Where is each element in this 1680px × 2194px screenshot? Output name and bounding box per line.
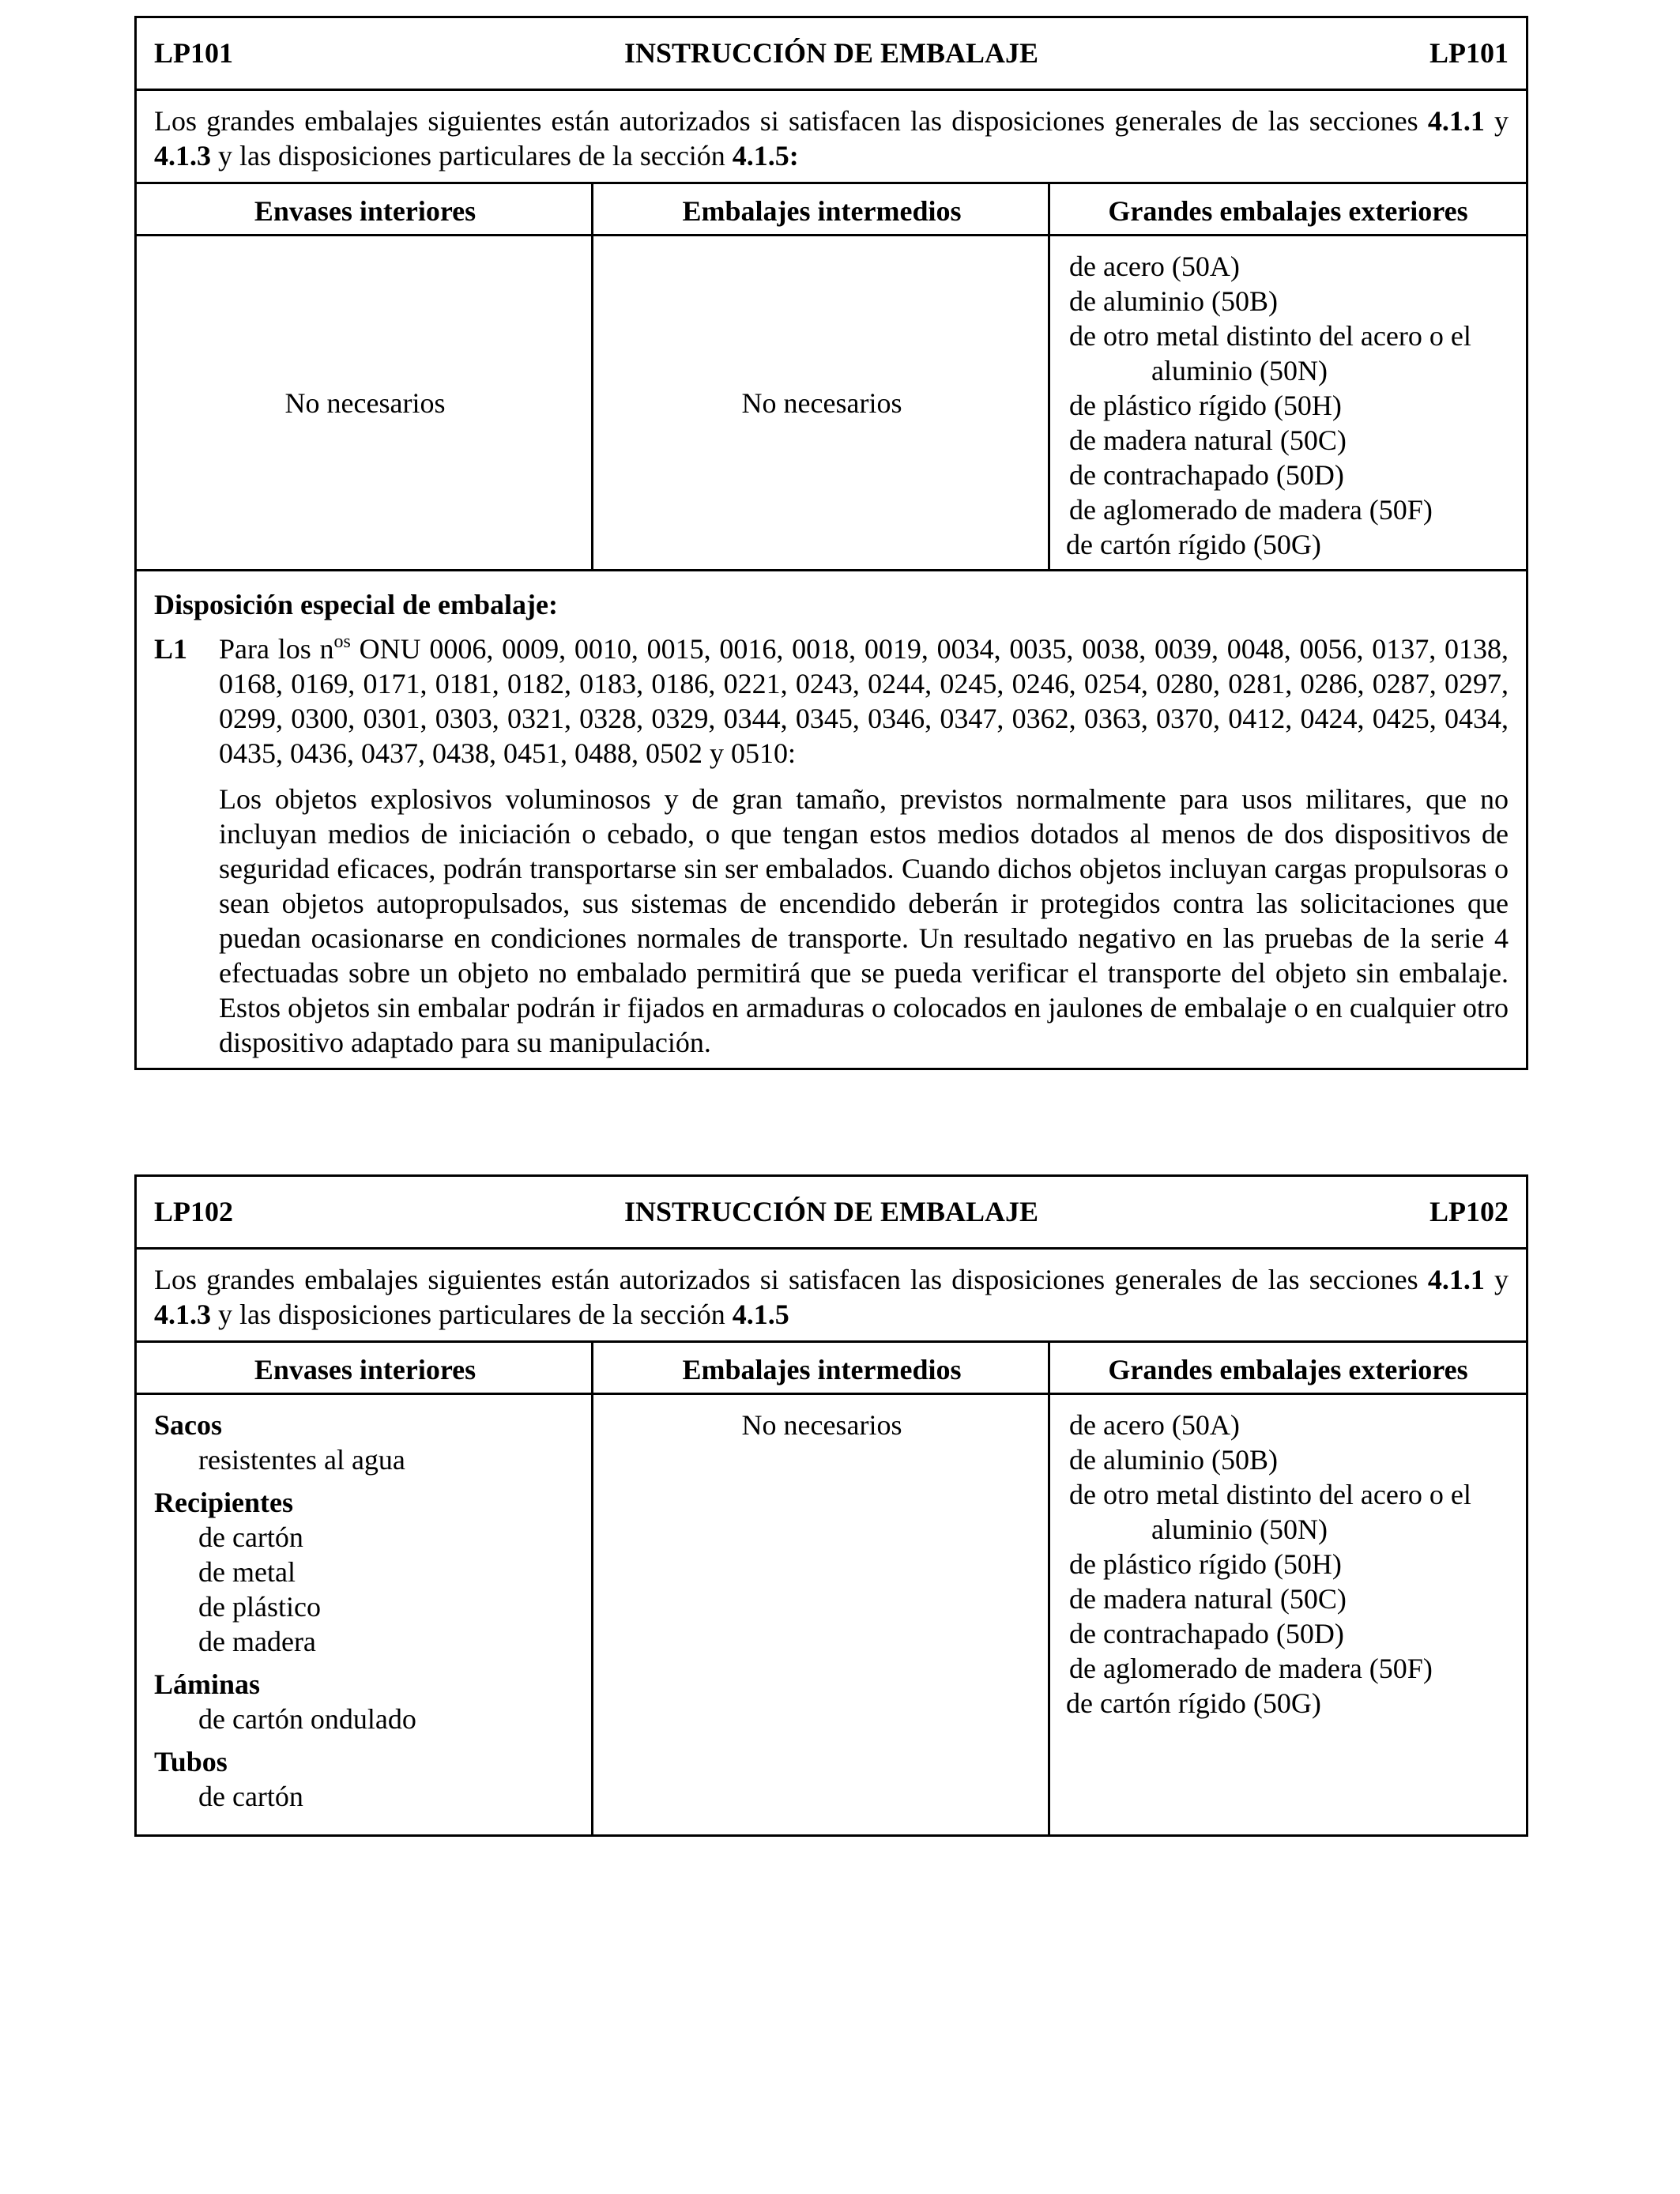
- inner-group-sacos: [154, 1408, 593, 1477]
- inner-packaging-cell: [137, 1395, 593, 1834]
- inner-group-item: de cartón: [198, 1781, 303, 1812]
- packaging-row: [137, 234, 1526, 569]
- outer-item: de aglomerado de madera (50F): [1069, 494, 1433, 526]
- outer-packaging-cell: [1050, 1395, 1526, 1834]
- column-divider: [591, 236, 593, 569]
- outer-item: de cartón rígido (50G): [1066, 1687, 1321, 1719]
- inner-group-title: Sacos: [154, 1409, 223, 1441]
- outer-item: de contrachapado (50D): [1069, 1618, 1344, 1649]
- inner-group-laminas: [154, 1667, 593, 1736]
- column-divider: [591, 1340, 593, 1393]
- instruction-code-right: LP102: [1429, 1196, 1509, 1227]
- column-header-outer: Grandes embalajes exteriores: [1108, 195, 1468, 227]
- outer-item: de otro metal distinto del acero o el: [1069, 1479, 1471, 1510]
- provision-text: Los objetos explosivos voluminosos y de gran tamaño, previstos normalmente para usos militares, que no incluyan medios de iniciación o cebado, o que tengan estos medios dotados al menos de dos dispositivos de seguridad eficaces, podrán transportarse sin ser embalados. Cuando dichos objetos incluyan cargas propulsoras o sean objetos autopropulsados, sus sistemas de encendido deberán ir protegidos contra las solicitaciones que puedan ocasionarse en condiciones normales de transporte. Un resultado negativo en las pruebas de la serie 4 efectuadas sobre un objeto no embalado permitirá que se pueda verificar el transporte del objeto sin embalaje. Estos objetos sin embalar podrán ir fijados en armaduras o colocados en jaulones de embalaje o en cualquier otro dispositivo adaptado para su manipulación.: [219, 783, 1509, 1058]
- column-header-inner: Envases interiores: [254, 1354, 477, 1385]
- inner-group-item: de plástico: [198, 1591, 321, 1623]
- intermediate-packaging-cell: [593, 1395, 1050, 1834]
- outer-item: de acero (50A): [1069, 1409, 1240, 1441]
- inner-group-item: de metal: [198, 1556, 296, 1588]
- intro-row: [137, 1247, 1526, 1340]
- outer-item: de aluminio (50B): [1069, 1444, 1278, 1476]
- outer-item: de otro metal distinto del acero o el: [1069, 320, 1471, 352]
- outer-item: de plástico rígido (50H): [1069, 1548, 1342, 1580]
- provision-l1: [154, 631, 1509, 1060]
- outer-item: de madera natural (50C): [1069, 1583, 1347, 1615]
- column-header-intermediate: Embalajes intermedios: [682, 195, 962, 227]
- column-divider: [591, 182, 593, 234]
- intermediate-packaging-value: No necesarios: [741, 386, 902, 419]
- column-divider: [1048, 236, 1050, 569]
- title-row: [137, 1177, 1526, 1247]
- special-provision-title: Disposición especial de embalaje:: [154, 589, 558, 620]
- intro-text: Los grandes embalajes siguientes están autorizados si satisfacen las disposiciones generales de las secciones 4.1.1 y 4.1.3 y las disposiciones particulares de la sección 4.1.5: [154, 1264, 1509, 1330]
- outer-item: de aluminio (50B): [1069, 285, 1278, 317]
- column-divider: [1048, 1395, 1050, 1834]
- inner-group-recipientes: [154, 1485, 593, 1659]
- packaging-row: [137, 1393, 1526, 1834]
- outer-item: de madera natural (50C): [1069, 424, 1347, 456]
- column-header-inner: Envases interiores: [254, 195, 477, 227]
- inner-group-item: resistentes al agua: [198, 1444, 405, 1476]
- inner-group-title: Recipientes: [154, 1487, 293, 1518]
- outer-item: de acero (50A): [1069, 251, 1240, 282]
- outer-item: de aglomerado de madera (50F): [1069, 1653, 1433, 1684]
- column-header-intermediate: Embalajes intermedios: [682, 1354, 962, 1385]
- inner-group-item: de madera: [198, 1626, 316, 1657]
- outer-packaging-cell: [1050, 236, 1526, 569]
- outer-item: de plástico rígido (50H): [1069, 390, 1342, 421]
- inner-group-item: de cartón: [198, 1521, 303, 1553]
- column-header-row: [137, 1340, 1526, 1393]
- instruction-title: INSTRUCCIÓN DE EMBALAJE: [623, 1196, 1039, 1227]
- un-numbers-text: Para los $n^{os}$ ONU 0006, 0009, 0010, 0015, 0016, 0018, 0019, 0034, 0035, 0038, 0039, 0048, 0056, 0137, 0138, 0168, 0169, 0171, 0181, 0182, 0183, 0186, 0221, 0243, 0244, 0245, 0246, 0254, 0280, 0281, 0286, 0287, 0297, 0299, 0300, 0301, 0303, 0321, 0328, 0329, 0344, 0345, 0346, 0347, 0362, 0363, 0370, 0412, 0424, 0425, 0434, 0435, 0436, 0437, 0438, 0451, 0488, 0502 y 0510:: [219, 631, 1509, 769]
- packing-instruction-lp102: [134, 1174, 1528, 1837]
- intro-row: [137, 89, 1526, 182]
- inner-group-title: Láminas: [154, 1668, 261, 1700]
- instruction-code-left: LP102: [154, 1196, 234, 1227]
- provision-label: L1: [154, 633, 188, 665]
- intermediate-packaging-value: No necesarios: [741, 1409, 902, 1441]
- outer-item-continuation: aluminio (50N): [1151, 355, 1328, 386]
- inner-packaging-value: No necesarios: [284, 386, 446, 419]
- column-divider: [1048, 1340, 1050, 1393]
- column-header-row: [137, 182, 1526, 234]
- outer-item: de cartón rígido (50G): [1066, 529, 1321, 560]
- column-header-outer: Grandes embalajes exteriores: [1108, 1354, 1468, 1385]
- instruction-title: INSTRUCCIÓN DE EMBALAJE: [623, 37, 1039, 69]
- instruction-code-right: LP101: [1429, 37, 1509, 69]
- packing-instruction-lp101: [134, 16, 1528, 1070]
- intro-text: Los grandes embalajes siguientes están autorizados si satisfacen las disposiciones generales de las secciones 4.1.1 y 4.1.3 y las disposiciones particulares de la sección 4.1.5:: [154, 105, 1509, 172]
- inner-group-tubos: [154, 1744, 593, 1814]
- outer-item-continuation: aluminio (50N): [1151, 1514, 1328, 1545]
- title-row: [137, 18, 1526, 89]
- inner-packaging-cell: [137, 236, 593, 569]
- column-divider: [1048, 182, 1050, 234]
- intermediate-packaging-cell: [593, 236, 1050, 569]
- column-divider: [591, 1395, 593, 1834]
- outer-item: de contrachapado (50D): [1069, 459, 1344, 491]
- inner-group-title: Tubos: [154, 1746, 228, 1777]
- instruction-code-left: LP101: [154, 37, 234, 69]
- special-provision-row: [137, 569, 1526, 1068]
- inner-group-item: de cartón ondulado: [198, 1703, 416, 1735]
